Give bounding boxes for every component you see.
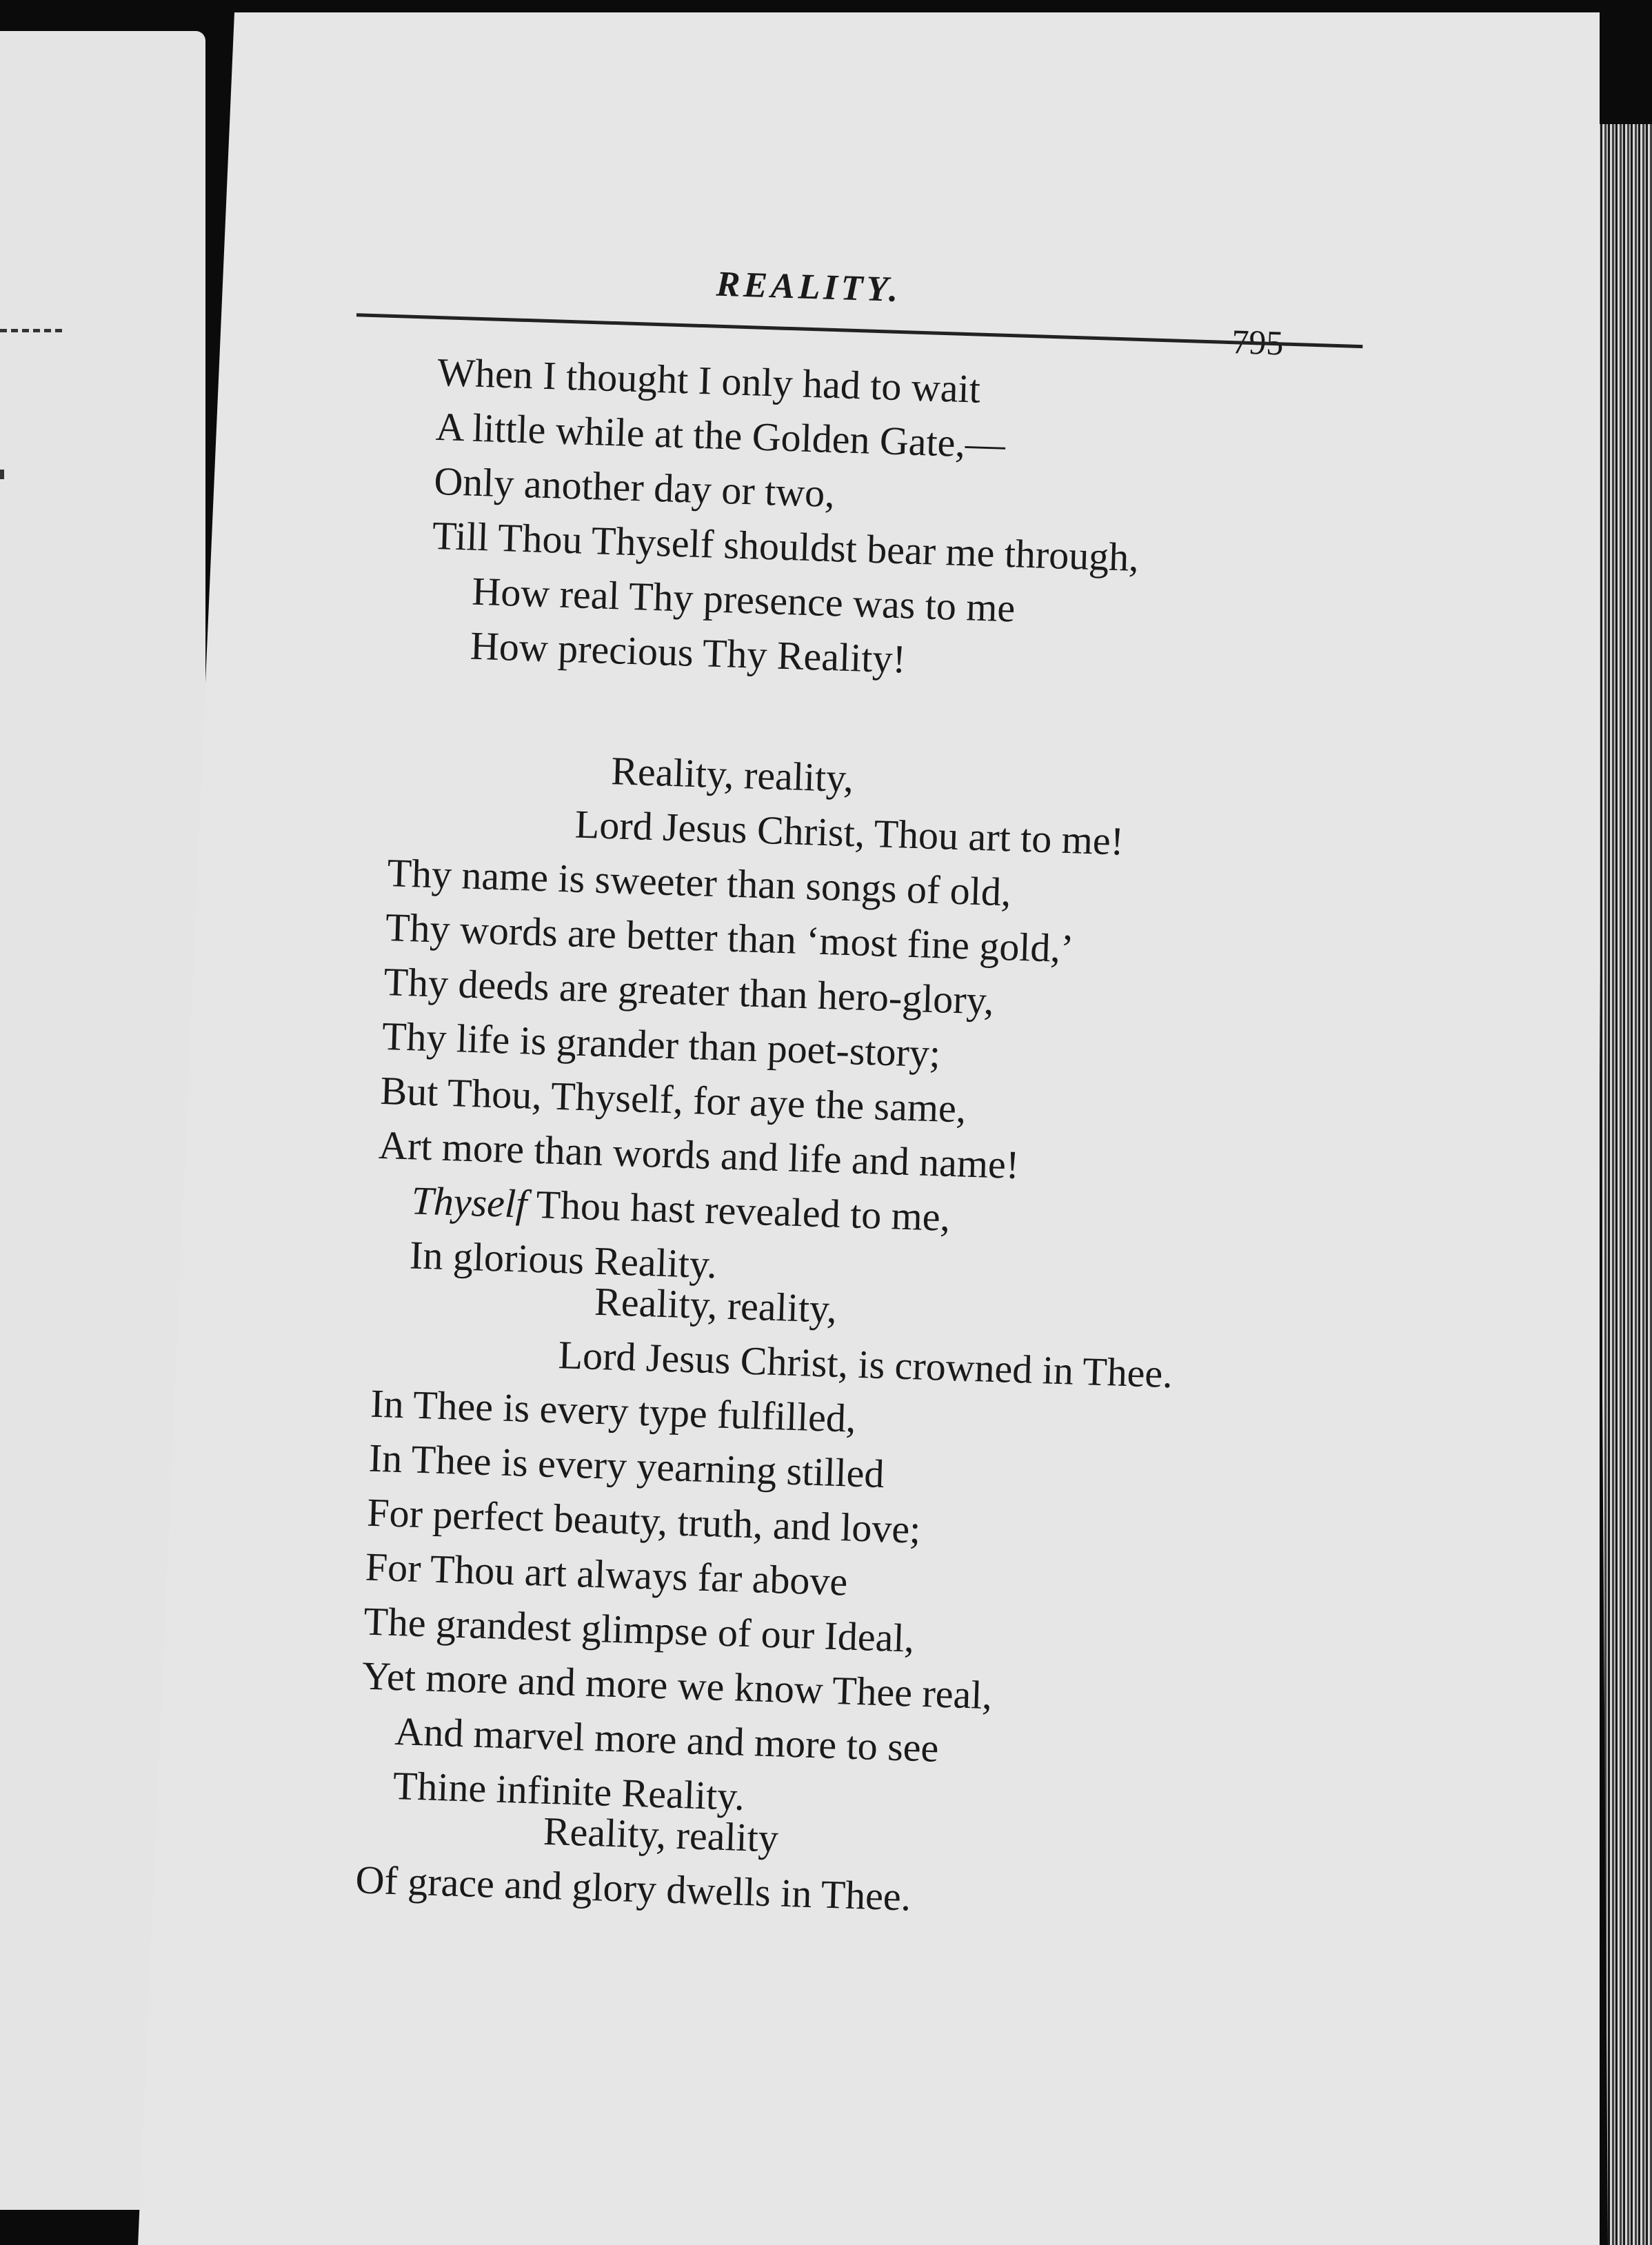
poem-line: Reality, reality xyxy=(543,1808,779,1861)
italic-word: Thyself xyxy=(410,1178,528,1227)
poem-line: Lord Jesus Christ, Thou art to me! xyxy=(574,801,1125,864)
poem-line: In Thee is every type fulfilled, xyxy=(370,1380,857,1441)
poem-line: In Thee is every yearning stilled xyxy=(367,1435,885,1497)
previous-page-rule xyxy=(0,329,62,332)
running-head: REALITY. xyxy=(715,264,903,310)
stanza-3 xyxy=(172,1261,1326,1841)
poem-line: Thy words are better than ‘most fine gold,’ xyxy=(385,905,1075,972)
poem-line: The grandest glimpse of our Ideal, xyxy=(363,1598,916,1661)
poem-line: Reality, reality, xyxy=(594,1278,838,1331)
poem-line: Reality, reality, xyxy=(610,748,854,801)
poem-line: Only another day or two, xyxy=(433,458,836,516)
poem-line: How precious Thy Reality! xyxy=(470,623,907,682)
poem-line: Thy deeds are greater than hero-glory, xyxy=(383,958,995,1023)
header-rule xyxy=(356,313,1362,348)
poem-line: A little while at the Golden Gate,— xyxy=(435,403,1006,467)
poem-line: Of grace and glory dwells in Thee. xyxy=(354,1857,912,1920)
poem-line: When I thought I only had to wait xyxy=(436,349,981,412)
poem-line: Art more than words and life and name! xyxy=(378,1122,1020,1188)
poem-line: Lord Jesus Christ, is crowned in Thee. xyxy=(557,1332,1173,1397)
poem-line: Thy life is grander than poet-story; xyxy=(381,1013,942,1076)
poem-line: For Thou art always far above xyxy=(365,1544,849,1604)
poem-line: How real Thy presence was to me xyxy=(471,568,1016,631)
stanza-2 xyxy=(188,731,1342,1311)
poem-line: But Thou, Thyself, for aye the same, xyxy=(379,1067,967,1131)
poem-line: Yet more and more we know Thee real, xyxy=(361,1653,993,1718)
poem-line: Thy name is sweeter than songs of old, xyxy=(386,850,1012,915)
stanza-1 xyxy=(208,338,1355,701)
poem-line: Thine infinite Reality. xyxy=(392,1762,745,1819)
poem-line: Till Thou Thyself shouldst bear me through, xyxy=(432,512,1140,581)
poem-line: In glorious Reality. xyxy=(409,1232,718,1287)
poem-line-text: Thou hast revealed to me, xyxy=(535,1182,951,1240)
page-body xyxy=(159,248,1379,2245)
poem-line: And marvel more and more to see xyxy=(394,1709,940,1771)
poem-line: For perfect beauty, truth, and love; xyxy=(366,1489,922,1552)
previous-page-mark xyxy=(0,470,4,479)
page-number: 795 xyxy=(1231,322,1285,363)
